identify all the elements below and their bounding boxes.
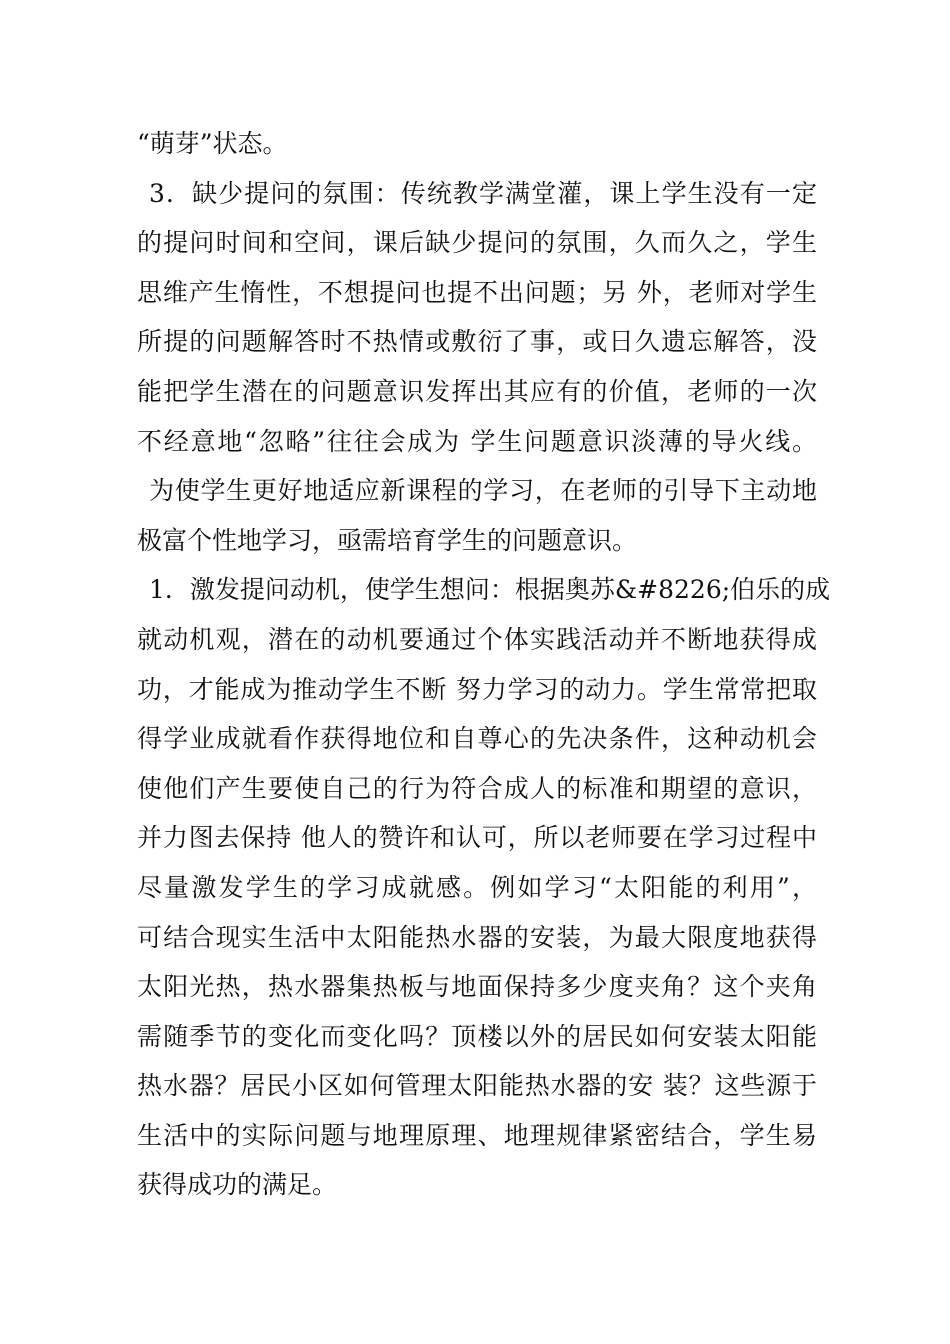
text-line: 需随季节的变化而变化吗？顶楼以外的居民如何安装太阳能 bbox=[137, 1021, 817, 1051]
text-line: 获得成功的满足。 bbox=[137, 1170, 338, 1200]
text-line: 思维产生惰性，不想提问也提不出问题；另 外，老师对学生 bbox=[137, 277, 817, 307]
text-line: 极富个性地学习，亟需培育学生的问题意识。 bbox=[137, 525, 638, 555]
text-line: “萌芽”状态。 bbox=[137, 129, 288, 158]
text-line: 为使学生更好地适应新课程的学习，在老师的引导下主动地 bbox=[149, 476, 817, 506]
text-line: 得学业成就看作获得地位和自尊心的先决条件，这种动机会 bbox=[137, 724, 817, 754]
text-line: 使他们产生要使自己的行为符合成人的标准和期望的意识， bbox=[137, 773, 817, 803]
text-line: 就动机观，潜在的动机要通过个体实践活动并不断地获得成 bbox=[137, 624, 817, 654]
text-line: 可结合现实生活中太阳能热水器的安装，为最大限度地获得 bbox=[137, 922, 817, 952]
text-line: 生活中的实际问题与地理原理、地理规律紧密结合，学生易 bbox=[137, 1120, 817, 1150]
body-text bbox=[137, 119, 831, 1210]
text-line: 并力图去保持 他人的赞许和认可，所以老师要在学习过程中 bbox=[137, 823, 817, 853]
text-line: 不经意地“忽略”往往会成为 学生问题意识淡薄的导火线。 bbox=[137, 426, 817, 456]
text-line: 的提问时间和空间，课后缺少提问的氛围，久而久之，学生 bbox=[137, 228, 817, 258]
text-line: 热水器？居民小区如何管理太阳能热水器的安 装？这些源于 bbox=[137, 1071, 817, 1101]
text-line: 尽量激发学生的学习成就感。例如学习“太阳能的利用”， bbox=[137, 872, 817, 902]
text-line: 功，才能成为推动学生不断 努力学习的动力。学生常常把取 bbox=[137, 674, 817, 704]
text-line: 太阳光热，热水器集热板与地面保持多少度夹角？这个夹角 bbox=[137, 972, 817, 1002]
text-line: 3．缺少提问的氛围：传统教学满堂灌，课上学生没有一定 bbox=[149, 178, 817, 208]
text-line: 所提的问题解答时不热情或敷衍了事，或日久遗忘解答，没 bbox=[137, 327, 817, 357]
text-line: 1．激发提问动机，使学生想问：根据奥苏&#8226;伯乐的成 bbox=[149, 575, 831, 605]
text-line: 能把学生潜在的问题意识发挥出其应有的价值，老师的一次 bbox=[137, 376, 817, 406]
